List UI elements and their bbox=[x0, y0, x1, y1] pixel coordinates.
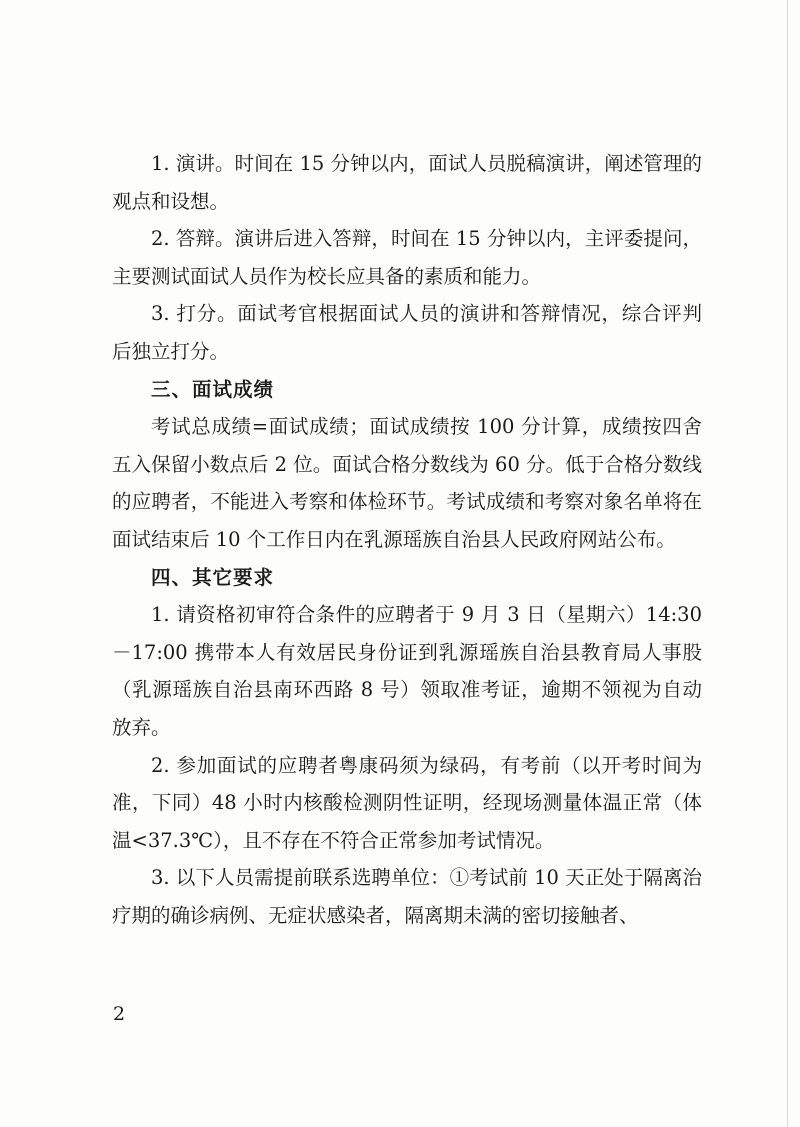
paragraph-total-score: 考试总成绩=面试成绩；面试成绩按 100 分计算，成绩按四舍五入保留小数点后 2 位。面试合格分数线为 60 分。低于合格分数线的应聘者，不能进入考察和体检环节。考试成绩和考察对象名单将在面试结束后 10 个工作日内在乳源瑶族自治县人民政府网站公布。 bbox=[112, 415, 702, 551]
section-heading-interview-score: 三、面试成绩 bbox=[151, 377, 275, 401]
paragraph-contact-unit: 3. 以下人员需提前联系选聘单位：①考试前 10 天正处于隔离治疗期的确诊病例、无症状感染者，隔离期未满的密切接触者、 bbox=[112, 866, 702, 927]
paragraph-defense: 2. 答辩。演讲后进入答辩，时间在 15 分钟以内，主评委提问，主要测试面试人员作为校长应具备的素质和能力。 bbox=[112, 227, 702, 288]
paragraph-scoring: 3. 打分。面试考官根据面试人员的演讲和答辩情况，综合评判后独立打分。 bbox=[112, 302, 702, 363]
paragraph-admission-ticket: 1. 请资格初审符合条件的应聘者于 9 月 3 日（星期六）14:30－17:00 携带本人有效居民身份证到乳源瑶族自治县教育局人事股（乳源瑶族自治县南环西路 8 号）领取准考证，逾期不领视为自动放弃。 bbox=[112, 603, 702, 739]
document-body bbox=[112, 145, 702, 934]
page-number: 2 bbox=[113, 1003, 126, 1025]
paragraph-health-code: 2. 参加面试的应聘者粤康码须为绿码，有考前（以开考时间为准，下同）48 小时内核酸检测阴性证明，经现场测量体温正常（体温<37.3℃），且不存在不符合正常参加考试情况。 bbox=[112, 753, 702, 852]
scan-edge-line bbox=[787, 0, 788, 1127]
section-heading-other-requirements: 四、其它要求 bbox=[151, 565, 275, 589]
paragraph-speech: 1. 演讲。时间在 15 分钟以内，面试人员脱稿演讲，阐述管理的观点和设想。 bbox=[112, 152, 702, 213]
